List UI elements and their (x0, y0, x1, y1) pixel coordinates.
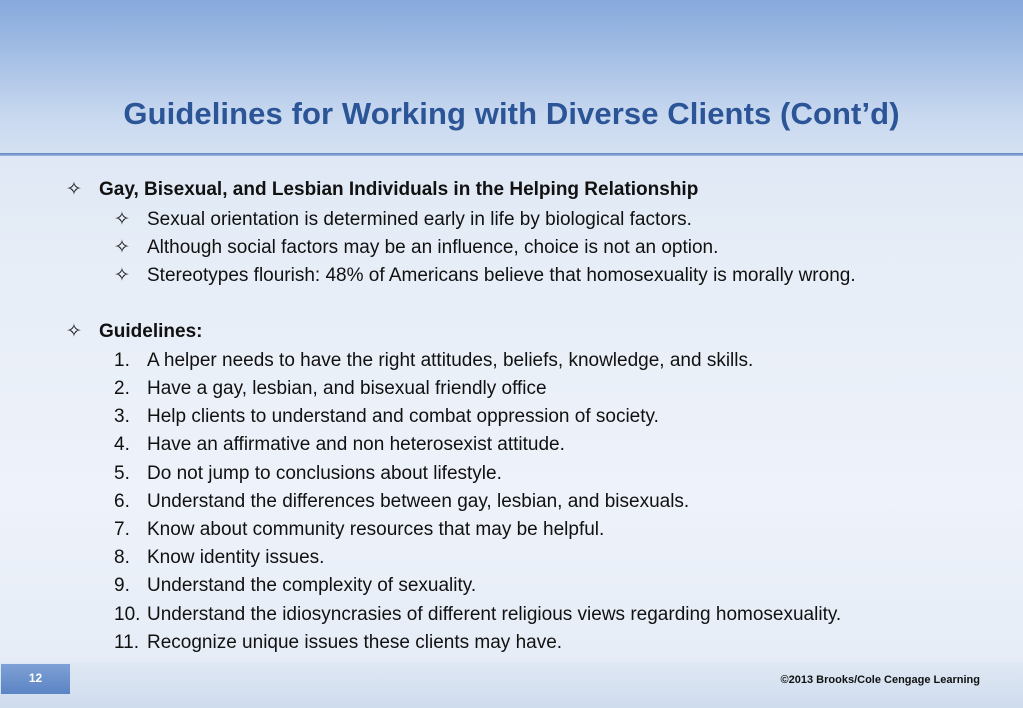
numbered-item (0, 403, 1023, 431)
numbered-item-text: Understand the idiosyncrasies of different religious views regarding homosexuality. (147, 604, 842, 625)
numbered-item (0, 544, 1023, 572)
numbered-item-text: Help clients to understand and combat oppression of society. (147, 406, 659, 427)
item-number: 1. (114, 350, 130, 371)
numbered-item-text: Recognize unique issues these clients may have. (147, 632, 563, 653)
item-number: 5. (114, 463, 130, 484)
numbered-item (0, 572, 1023, 600)
item-number: 6. (114, 491, 130, 512)
section-heading-gbl (0, 176, 1023, 204)
item-number: 10. (114, 604, 141, 625)
slide-title: Guidelines for Working with Diverse Clients (Cont’d) (123, 96, 900, 131)
page-number: 12 (1, 664, 70, 694)
copyright-notice: ©2013 Brooks/Cole Cengage Learning (780, 674, 980, 686)
section-heading-text: Gay, Bisexual, and Lesbian Individuals in the Helping Relationship (99, 179, 699, 200)
list-item-text: Stereotypes flourish: 48% of Americans believe that homosexuality is morally wrong. (147, 265, 856, 286)
numbered-item-text: Know about community resources that may be helpful. (147, 519, 605, 540)
numbered-item (0, 629, 1023, 657)
star-bullet-icon: ✧ (66, 321, 82, 342)
numbered-item (0, 516, 1023, 544)
title-divider (0, 153, 1023, 156)
numbered-item-text: Know identity issues. (147, 547, 325, 568)
list-item (0, 234, 1023, 262)
list-item (0, 262, 1023, 290)
item-number: 11. (114, 632, 140, 653)
item-number: 7. (114, 519, 130, 540)
numbered-item-text: Understand the differences between gay, lesbian, and bisexuals. (147, 491, 690, 512)
list-item-text: Sexual orientation is determined early in life by biological factors. (147, 209, 692, 230)
list-item (0, 206, 1023, 234)
list-item-text: Although social factors may be an influence, choice is not an option. (147, 237, 719, 258)
star-bullet-icon: ✧ (114, 237, 130, 258)
section-heading-text: Guidelines: (99, 321, 203, 342)
numbered-item-text: Have an affirmative and non heterosexist attitude. (147, 434, 565, 455)
item-number: 2. (114, 378, 130, 399)
numbered-item (0, 601, 1023, 629)
section-heading-guidelines (0, 318, 1023, 346)
numbered-item (0, 347, 1023, 375)
item-number: 4. (114, 434, 130, 455)
star-bullet-icon: ✧ (114, 265, 130, 286)
numbered-item-text: Do not jump to conclusions about lifestyle. (147, 463, 502, 484)
numbered-item (0, 431, 1023, 459)
numbered-item (0, 460, 1023, 488)
item-number: 3. (114, 406, 130, 427)
numbered-item-text: Have a gay, lesbian, and bisexual friendly office (147, 378, 547, 399)
star-bullet-icon: ✧ (66, 179, 82, 200)
star-bullet-icon: ✧ (114, 209, 130, 230)
numbered-item (0, 375, 1023, 403)
numbered-item (0, 488, 1023, 516)
numbered-item-text: Understand the complexity of sexuality. (147, 575, 477, 596)
numbered-item-text: A helper needs to have the right attitudes, beliefs, knowledge, and skills. (147, 350, 754, 371)
item-number: 8. (114, 547, 130, 568)
item-number: 9. (114, 575, 130, 596)
